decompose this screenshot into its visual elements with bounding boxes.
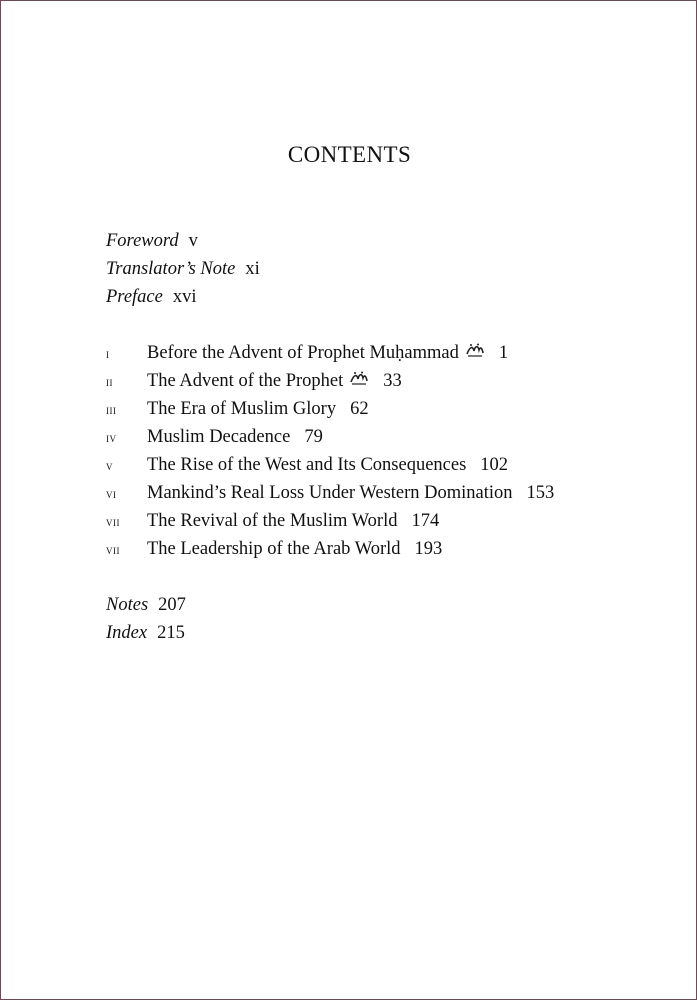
toc-entry-label: Foreword <box>106 231 179 251</box>
chapter-title: The Revival of the Muslim World <box>147 511 398 531</box>
toc-entry-label: Translator’s Note <box>106 259 236 279</box>
toc-entry-page: v <box>188 231 198 251</box>
toc-chapter-4[interactable] <box>106 423 554 451</box>
chapter-list <box>106 339 554 563</box>
toc-entry-preface[interactable] <box>106 283 260 311</box>
chapter-number: i <box>106 346 110 361</box>
toc-entry-notes[interactable] <box>106 591 186 619</box>
toc-chapter-8[interactable] <box>106 535 554 563</box>
back-matter-list <box>106 591 186 647</box>
page-title: CONTENTS <box>287 142 412 167</box>
chapter-title: The Advent of the Prophet <box>147 371 344 391</box>
chapter-title: Before the Advent of Prophet Muḥammad <box>147 343 459 363</box>
chapter-page: 62 <box>350 399 369 419</box>
toc-entry-translators-note[interactable] <box>106 255 260 283</box>
chapter-page: 33 <box>383 371 402 391</box>
toc-entry-label: Notes <box>106 595 149 615</box>
chapter-page: 79 <box>304 427 323 447</box>
chapter-number: vii <box>106 514 120 529</box>
toc-entry-page: 207 <box>158 595 186 615</box>
toc-entry-page: 215 <box>157 623 185 643</box>
chapter-number: vi <box>106 486 117 501</box>
chapter-number: iii <box>106 402 117 417</box>
calligraphy-pbuh-icon <box>349 368 369 396</box>
chapter-number: ii <box>106 374 113 389</box>
toc-chapter-5[interactable] <box>106 451 554 479</box>
front-matter-list <box>106 227 260 311</box>
chapter-page: 193 <box>414 539 443 559</box>
chapter-number: iv <box>106 430 117 445</box>
toc-entry-page: xi <box>245 259 260 279</box>
toc-chapter-2[interactable] <box>106 367 554 395</box>
chapter-title: The Era of Muslim Glory <box>147 399 337 419</box>
toc-entry-foreword[interactable] <box>106 227 260 255</box>
chapter-title: Mankind’s Real Loss Under Western Domination <box>147 483 513 503</box>
chapter-title: The Rise of the West and Its Consequences <box>147 455 467 475</box>
toc-chapter-7[interactable] <box>106 507 554 535</box>
toc-chapter-6[interactable] <box>106 479 554 507</box>
chapter-page: 1 <box>498 343 509 363</box>
chapter-page: 102 <box>480 455 509 475</box>
toc-entry-page: xvi <box>172 287 197 307</box>
toc-entry-label: Preface <box>106 287 163 307</box>
chapter-page: 153 <box>526 483 555 503</box>
chapter-number: vii <box>106 542 120 557</box>
chapter-title: Muslim Decadence <box>147 427 291 447</box>
calligraphy-pbuh-icon <box>465 340 485 368</box>
toc-entry-label: Index <box>106 623 148 643</box>
chapter-page: 174 <box>411 511 440 531</box>
chapter-title: The Leadership of the Arab World <box>147 539 401 559</box>
toc-chapter-1[interactable] <box>106 339 554 367</box>
toc-chapter-3[interactable] <box>106 395 554 423</box>
chapter-number: v <box>106 458 113 473</box>
toc-entry-index[interactable] <box>106 619 186 647</box>
